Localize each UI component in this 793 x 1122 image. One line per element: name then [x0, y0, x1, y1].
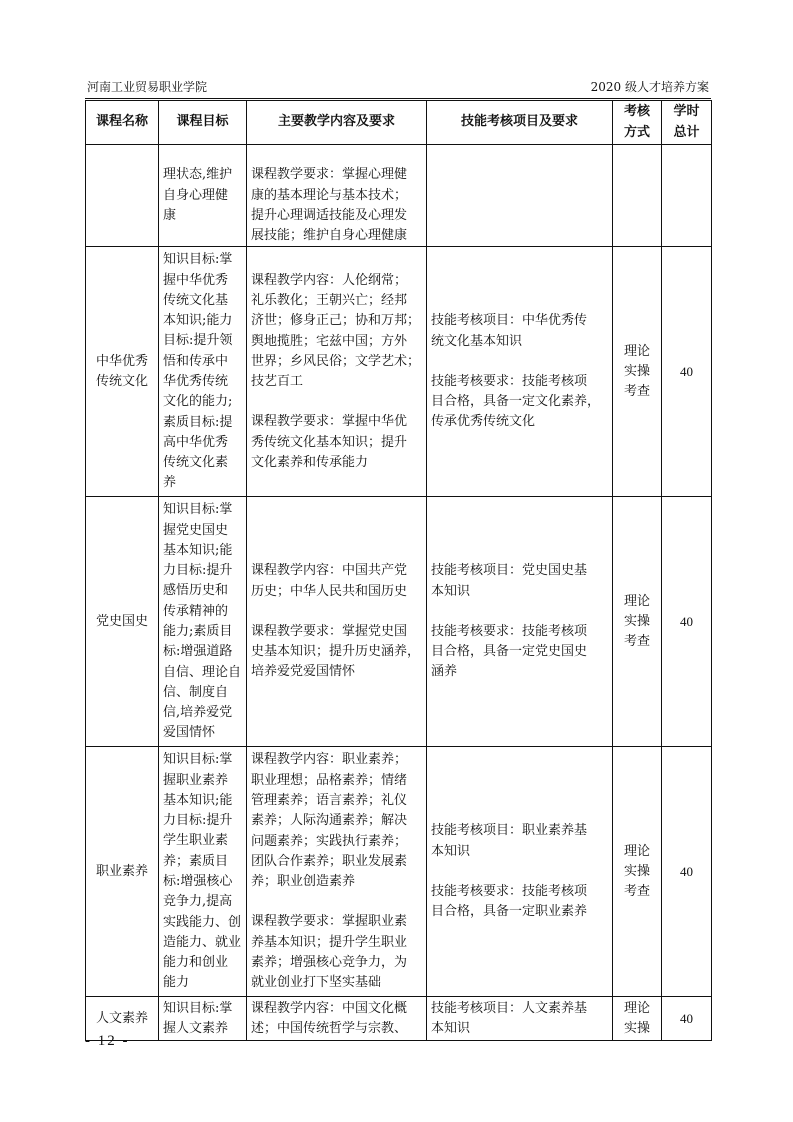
content-requirement: 课程教学要求：掌握职业素 养基本知识；提升学生职业 素养；增强核心竞争力，为 就业创业打下坚实基础: [251, 914, 408, 991]
content-requirement: 课程教学要求：掌握党史国 史基本知识；提升历史涵养， 培养爱党爱国情怀: [251, 623, 421, 680]
column-header-name: 课程名称: [86, 101, 159, 145]
course-content: [247, 997, 427, 1041]
content-items: 课程教学内容：中国共产党 历史；中华人民共和国历史: [251, 563, 408, 599]
table-row: [86, 997, 712, 1041]
course-skill: [427, 497, 613, 747]
skill-requirement: 技能考核要求：技能考核项 目合格，具备一定党史国史 涵养: [431, 623, 588, 680]
course-goal: 知识目标:掌 握职业素养 基本知识;能 力目标:提升 学生职业素 养；素质目 标:增强核心 竞争力,提高 实践能力、创 造能力、就业 能力和创业 能力: [159, 747, 247, 997]
table-header-row: [86, 101, 712, 145]
course-skill: [427, 747, 613, 997]
skill-item: 技能考核项目：中华优秀传 统文化基本知识: [431, 313, 588, 349]
course-goal: 知识目标:掌 握党史国史 基本知识;能 力目标:提升 感悟历史和 传承精神的 能力;素质目 标:增强道路 自信、理论自 信、制度自 信,培养爱党 爱国情怀: [159, 497, 247, 747]
course-hours: 40: [662, 747, 712, 997]
course-assessment: 理论 实操 考查: [613, 497, 662, 747]
column-header-assessment: 考核 方式: [613, 101, 662, 145]
course-name: 中华优秀 传统文化: [86, 247, 159, 497]
course-skill: [427, 247, 613, 497]
course-assessment: 理论 实操: [613, 997, 662, 1041]
table-row: [86, 145, 712, 247]
course-name: 人文素养: [86, 997, 159, 1041]
course-hours: 40: [662, 997, 712, 1041]
course-name: 党史国史: [86, 497, 159, 747]
course-skill: [427, 997, 613, 1041]
content-items: 课程教学内容：人伦纲常； 礼乐教化；王朝兴亡；经邦 济世；修身正己；协和万邦； 舆地揽胜；宅兹中国；方外 世界；乡风民俗；文学艺术； 技艺百工: [251, 272, 421, 390]
course-skill: [427, 145, 613, 247]
skill-requirement: 技能考核要求：技能考核项 目合格，具备一定文化素养， 传承优秀传统文化: [431, 373, 601, 430]
page-number: - 12 -: [85, 1033, 130, 1049]
column-header-hours: 学时 总计: [662, 101, 712, 145]
course-assessment: [613, 145, 662, 247]
course-assessment: 理论 实操 考查: [613, 247, 662, 497]
document-title: 2020 级人才培养方案: [590, 80, 709, 94]
curriculum-table: [85, 100, 712, 1041]
table-row: [86, 747, 712, 997]
course-content: [247, 247, 427, 497]
column-header-content: 主要教学内容及要求: [247, 101, 427, 145]
course-content: [247, 145, 427, 247]
column-header-skill: 技能考核项目及要求: [427, 101, 613, 145]
column-header-goal: 课程目标: [159, 101, 247, 145]
content-items: 课程教学内容：中国文化概 述；中国传统哲学与宗教、: [251, 1000, 408, 1036]
skill-item: 技能考核项目：人文素养基 本知识: [431, 1000, 588, 1036]
table-row: [86, 497, 712, 747]
course-goal: 知识目标:掌 握人文素养: [159, 997, 247, 1041]
course-hours: 40: [662, 247, 712, 497]
school-name: 河南工业贸易职业学院: [87, 80, 208, 94]
course-goal: 知识目标:掌 握中华优秀 传统文化基 本知识;能力 目标:提升领 悟和传承中 华优秀传统 文化的能力; 素质目标:提 高中华优秀 传统文化素 养: [159, 247, 247, 497]
course-hours: [662, 145, 712, 247]
course-hours: 40: [662, 497, 712, 747]
page-header: [85, 76, 711, 96]
content-requirement: 课程教学要求：掌握中华优 秀传统文化基本知识；提升 文化素养和传承能力: [251, 414, 408, 471]
course-assessment: 理论 实操 考查: [613, 747, 662, 997]
course-goal: 理状态,维护 自身心理健 康: [159, 145, 247, 247]
course-name: 职业素养: [86, 747, 159, 997]
header-rule: [85, 98, 711, 99]
course-content: [247, 747, 427, 997]
course-name: [86, 145, 159, 247]
skill-requirement: 技能考核要求：技能考核项 目合格，具备一定职业素养: [431, 883, 588, 920]
skill-item: 技能考核项目：党史国史基 本知识: [431, 563, 588, 599]
table-row: [86, 247, 712, 497]
course-content: [247, 497, 427, 747]
skill-item: 技能考核项目：职业素养基 本知识: [431, 823, 588, 859]
content-requirement: 课程教学要求：掌握心理健 康的基本理论与基本技术； 提升心理调适技能及心理发 展技能；维护自身心理健康: [251, 167, 408, 244]
content-items: 课程教学内容：职业素养； 职业理想；品格素养；情绪 管理素养；语言素养；礼仪 素养；人际沟通素养；解决 问题素养；实践执行素养； 团队合作素养；职业发展素 养；职业创造素养: [251, 752, 408, 890]
